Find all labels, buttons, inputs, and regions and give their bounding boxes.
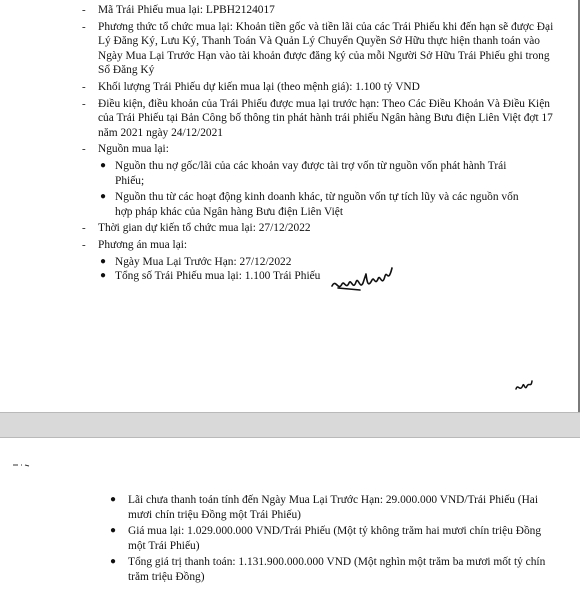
- bullet-marker: ●: [100, 191, 107, 203]
- dash-marker: -: [82, 4, 86, 16]
- dash-marker: -: [82, 143, 86, 156]
- initials-mark-icon: [514, 377, 534, 395]
- sub-list-item: ● Tổng giá trị thanh toán: 1.131.900.000.000 VND (Một nghìn một trăm ba mươi mốt tỷ chín trăm triệu Đồng): [110, 556, 546, 583]
- dash-marker: -: [82, 80, 86, 93]
- sub-list-item: ● Nguồn thu từ các hoạt động kinh doanh khác, từ nguồn vốn tự tích lũy và các nguồn vốn hợp pháp khác của Ngân hàng Bưu điện Liên Việt: [100, 191, 519, 218]
- bullet-marker: ●: [100, 255, 107, 267]
- sub-list-item: ● Giá mua lại: 1.029.000.000 VND/Trái Phiếu (Một tỷ không trăm hai mươi chín triệu Đồng một Trái Phiếu): [110, 525, 542, 552]
- dash-marker: -: [82, 97, 86, 110]
- sub-list-item: ● Tổng số Trái Phiếu mua lại: 1.100 Trái Phiếu: [100, 270, 321, 283]
- dash-marker: -: [82, 20, 86, 33]
- list-item: - Phương thức tổ chức mua lại: Khoản tiền gốc và tiền lãi của các Trái Phiếu khi đến hạn sẽ được Đại Lý Đăng Ký, Lưu Ký, Thanh Toán Và Quản Lý Chuyển Quyền Sở Hữu thực hiện thanh toán vào Ngày Mua Lại Trước Hạn vào tài khoản được đăng ký của mỗi Người Sở Hữu Trái Phiếu ghi trong Sổ Đăng Ký: [82, 20, 554, 77]
- dash-marker: -: [82, 238, 86, 251]
- bullet-marker: ●: [110, 525, 117, 537]
- page-1-content: [0, 3, 580, 284]
- dash-marker: -: [82, 222, 86, 235]
- page-separator: [0, 413, 580, 437]
- sub-list-item: ● Nguồn thu nợ gốc/lãi của các khoản vay được tài trợ vốn từ nguồn vốn phát hành Trái Phiếu;: [100, 159, 507, 187]
- list-item: - Khối lượng Trái Phiếu dự kiến mua lại (theo mệnh giá): 1.100 tỷ VND: [82, 80, 420, 93]
- list-item: - Thời gian dự kiến tổ chức mua lại: 27/12/2022: [82, 222, 311, 235]
- document-page-2: [0, 437, 580, 592]
- bullet-marker: ●: [100, 159, 107, 171]
- sub-list-item: ● Ngày Mua Lại Trước Hạn: 27/12/2022: [100, 255, 292, 268]
- scan-speck-icon: [12, 462, 30, 468]
- bullet-marker: ●: [100, 270, 107, 282]
- page-2-content: [0, 493, 580, 585]
- signature-icon: [330, 264, 410, 298]
- list-item: - Mã Trái Phiếu mua lại: LPBH2124017: [82, 4, 275, 16]
- sub-list-item: ● Lãi chưa thanh toán tính đến Ngày Mua Lại Trước Hạn: 29.000.000 VND/Trái Phiếu (Hai mươi chín triệu Đồng một Trái Phiếu): [110, 494, 539, 521]
- bullet-marker: ●: [110, 494, 117, 505]
- bullet-marker: ●: [110, 556, 117, 568]
- list-item: - Phương án mua lại:: [82, 238, 188, 251]
- list-item: - Điều kiện, điều khoản của Trái Phiếu được mua lại trước hạn: Theo Các Điều Khoản Và Điều Kiện của Trái Phiếu tại Bản Công bố thông tin phát hành trái phiếu Ngân hàng Bưu điện Liên Việt đợt 17 năm 2021 ngày 24/12/2021: [82, 97, 553, 139]
- list-item: - Nguồn mua lại:: [82, 143, 169, 156]
